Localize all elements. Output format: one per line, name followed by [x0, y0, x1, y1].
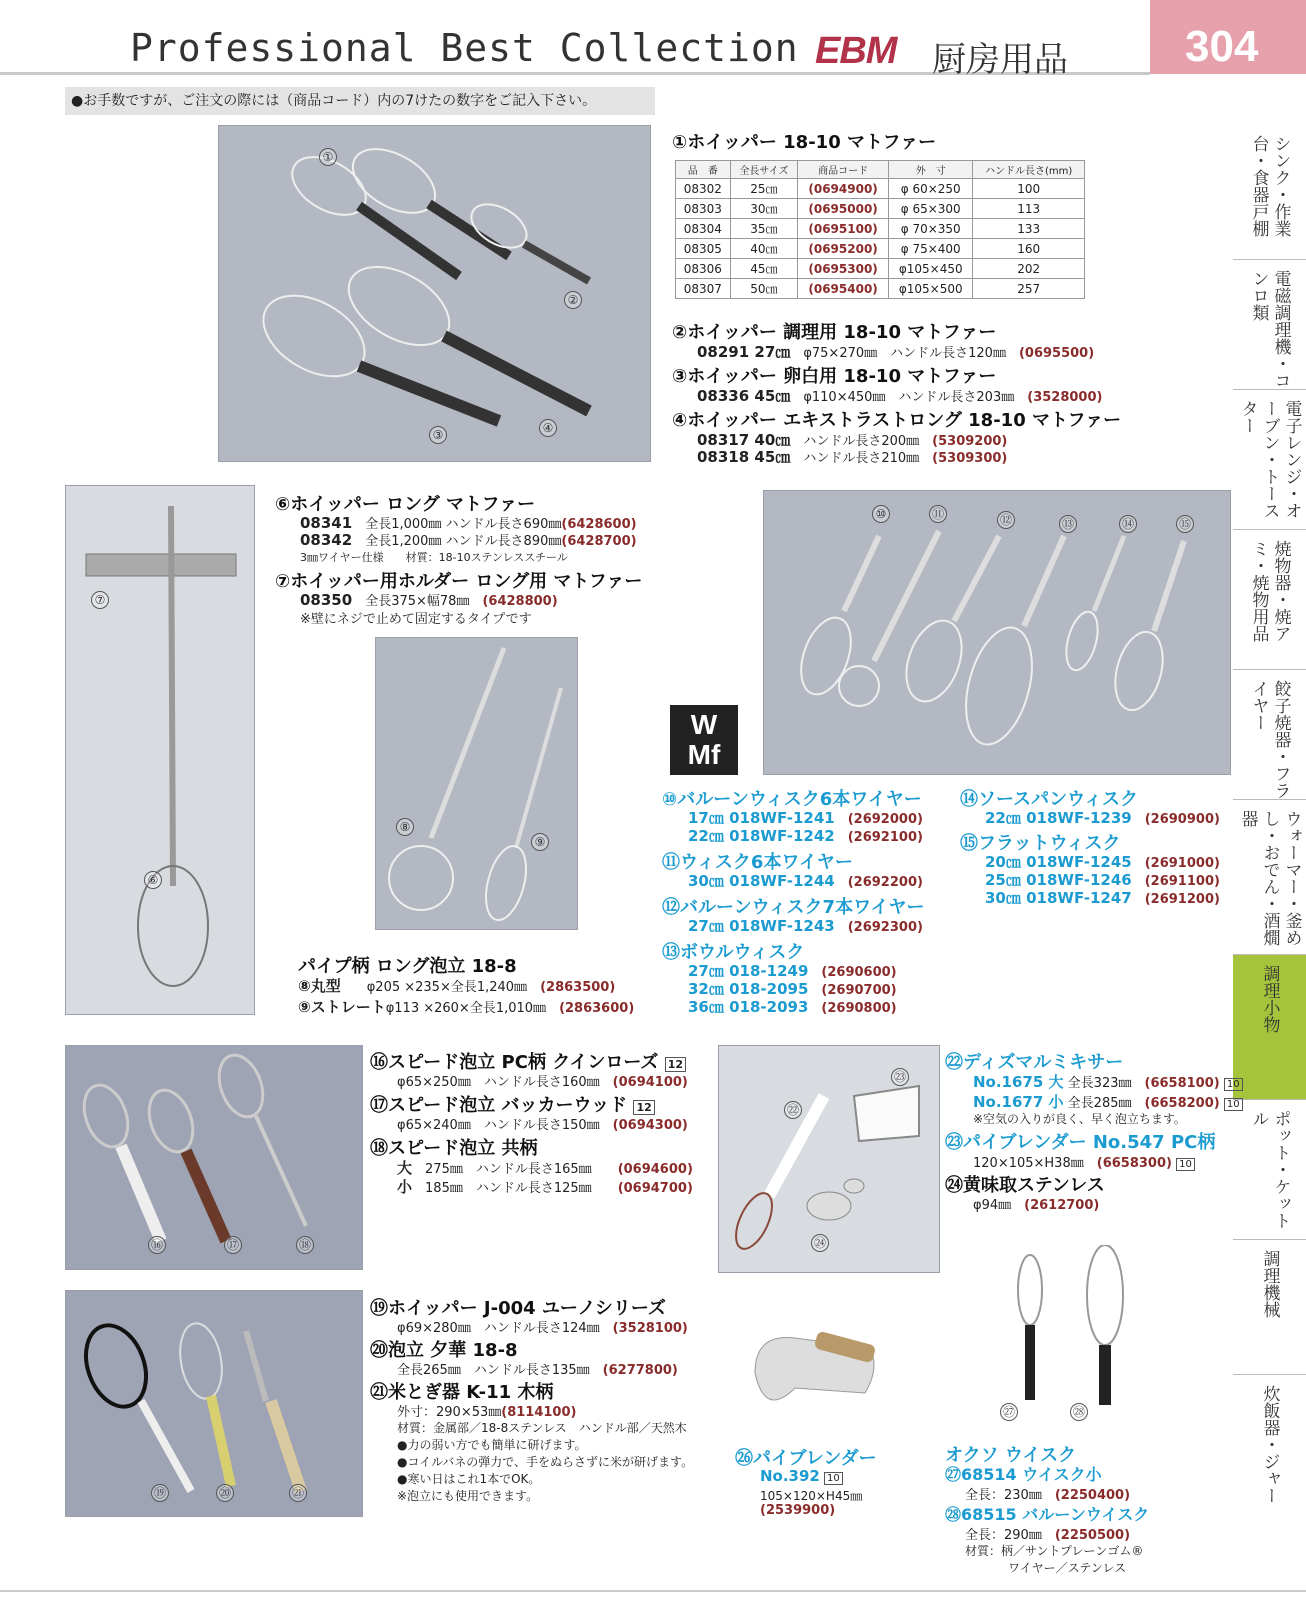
item-marker: ⑲ — [151, 1484, 169, 1502]
pack-badge: 12 — [665, 1057, 686, 1072]
cell: 35㎝ — [730, 219, 797, 239]
cell: 257 — [973, 279, 1085, 299]
item1-spec-table — [675, 160, 1085, 299]
item-number: 08291 27㎝ — [697, 343, 791, 361]
item-marker: ㉘ — [1070, 1403, 1088, 1421]
cell: 30㎝ — [730, 199, 797, 219]
item-marker: ⑰ — [224, 1236, 242, 1254]
sidebar-item-label: 電子レンジ・オーブン・トースター — [1237, 400, 1302, 519]
item14-line1 — [985, 807, 1220, 828]
item18-title: ⑱スピード泡立 共柄 — [370, 1138, 538, 1159]
item-variant: ⑨ストレート — [298, 998, 386, 1016]
item-code: (2691100) — [1144, 874, 1220, 889]
item6-title: ⑥ホイッパー ロング マトファー — [275, 494, 536, 515]
category-sidebar — [1233, 125, 1306, 1525]
item-code: (6658300) — [1096, 1156, 1172, 1171]
item-marker: ⑪ — [929, 505, 947, 523]
item-code: (6277800) — [602, 1363, 678, 1378]
item-code: (2692000) — [847, 812, 923, 827]
item13-line3 — [688, 996, 897, 1017]
item27-line — [965, 1484, 1130, 1503]
sidebar-item-oven[interactable] — [1233, 390, 1306, 530]
item-marker: ㉑ — [289, 1484, 307, 1502]
item-spec: φ65×250㎜ ハンドル長さ160㎜ — [397, 1075, 600, 1090]
item18-line1 — [397, 1157, 693, 1178]
sidebar-item-label: ウォーマー・釜めし・おでん・酒燗器 — [1237, 810, 1302, 946]
page-number: 304 — [1185, 22, 1259, 71]
whisk-rice-illustration — [66, 1291, 364, 1518]
item-marker: ⑯ — [148, 1236, 166, 1254]
cell: φ105×500 — [889, 279, 973, 299]
cell: φ105×450 — [889, 259, 973, 279]
item6-line2 — [300, 530, 637, 549]
item21-feature3: ●寒い日はこれ1本でOK。 — [397, 1472, 541, 1486]
item-number: 17㎝ 018WF-1241 — [688, 809, 835, 827]
item-number: 27㎝ 018WF-1243 — [688, 917, 835, 935]
item20-line — [397, 1359, 678, 1378]
item-spec: 全長285㎜ — [1067, 1096, 1132, 1111]
item19-title: ⑲ホイッパー J-004 ユーノシリーズ — [370, 1298, 666, 1319]
column-header: 商品コード — [798, 161, 889, 179]
item26-title: ㉖パイブレンダー — [735, 1448, 877, 1469]
sidebar-item-warmer[interactable] — [1233, 800, 1306, 955]
item21-material: 材質：金属部／18-8ステンレス ハンドル部／天然木 — [397, 1421, 687, 1435]
item26-spec: 105×120×H45㎜ — [760, 1489, 863, 1503]
item-spec: 外寸：290×53㎜ — [397, 1405, 502, 1420]
item-spec: ハンドル長さ200㎜ — [803, 434, 920, 449]
item14-title: ⑭ソースパンウィスク — [960, 789, 1139, 810]
item-marker: ⑳ — [216, 1484, 234, 1502]
item-code: (2863500) — [540, 980, 616, 995]
item89-title: パイプ柄 ロング泡立 18-8 — [298, 956, 517, 977]
item21-line — [397, 1401, 576, 1420]
item-marker: ⑨ — [531, 833, 549, 851]
item24-title: ㉔黄味取ステンレス — [945, 1175, 1105, 1196]
photo-whisk-rice — [65, 1290, 363, 1517]
item21-feature1: ●力の弱い方でも簡単に研げます。 — [397, 1438, 587, 1452]
table-row — [676, 239, 1085, 259]
cell: 40㎝ — [730, 239, 797, 259]
item-code: (2250500) — [1054, 1528, 1131, 1543]
pack-badge: 10 — [1176, 1158, 1195, 1171]
item3-title: ③ホイッパー 卵白用 18-10 マトファー — [672, 366, 997, 387]
item3-line — [697, 385, 1102, 406]
item-number: No.392 — [760, 1467, 820, 1485]
sidebar-item-utensils[interactable] — [1233, 955, 1306, 1100]
item-number: 08317 40㎝ — [697, 431, 791, 449]
item20-title: ⑳泡立 夕華 18-8 — [370, 1340, 518, 1361]
cell: 25㎝ — [730, 179, 797, 199]
sidebar-item-label: 餃子焼器・フライヤー — [1248, 680, 1291, 799]
item17-title-text: ⑰スピード泡立 バッカーウッド — [370, 1095, 628, 1116]
item-spec: φ94㎜ — [973, 1198, 1012, 1213]
oxo-material1: 材質：柄／サントプレーンゴム® — [965, 1544, 1144, 1558]
item26-code — [760, 1503, 835, 1518]
item-spec: φ75×270㎜ ハンドル長さ120㎜ — [803, 346, 1006, 361]
sidebar-item-sink[interactable] — [1233, 125, 1306, 260]
item11-title: ⑪ウィスク6本ワイヤー — [662, 852, 853, 873]
cell: 100 — [973, 179, 1085, 199]
item-marker: ⑫ — [997, 511, 1015, 529]
item28-title: ㉘68515 バルーンウイスク — [945, 1505, 1150, 1524]
cell: φ 65×300 — [889, 199, 973, 219]
item-code: (2690600) — [821, 965, 897, 980]
pack-badge: 10 — [1224, 1098, 1243, 1111]
sidebar-item-rice-cooker[interactable] — [1233, 1375, 1306, 1525]
pipe-whisk-illustration — [376, 638, 579, 931]
sidebar-item-pot[interactable] — [1233, 1100, 1306, 1240]
cell: (0695100) — [798, 219, 889, 239]
item-variant: ⑧丸型 — [298, 977, 341, 995]
item-number: 32㎝ 018-2095 — [688, 980, 809, 998]
cell: (0694900) — [798, 179, 889, 199]
item-code: (3528100) — [612, 1321, 688, 1336]
item-code: (0694600) — [617, 1162, 693, 1177]
wmf-logo — [670, 705, 738, 775]
sidebar-item-label: 焼物器・焼アミ・焼物用品 — [1248, 540, 1291, 642]
item-spec: φ113 ×260×全長1,010㎜ — [385, 1001, 547, 1016]
item-number: 27㎝ 018-1249 — [688, 962, 809, 980]
sidebar-item-label: 電磁調理機・コンロ類 — [1248, 270, 1291, 389]
item-number: 22㎝ 018WF-1239 — [985, 809, 1132, 827]
speed-whisk-illustration — [66, 1046, 364, 1271]
cell: 50㎝ — [730, 279, 797, 299]
table-row — [676, 259, 1085, 279]
item-code: (0695500) — [1018, 346, 1095, 361]
item21-title: ㉑米とぎ器 K-11 木柄 — [370, 1382, 554, 1403]
photo-long-whisk — [65, 485, 255, 1015]
cell: φ 75×400 — [889, 239, 973, 259]
item-code: (6428700) — [561, 534, 637, 549]
item-spec: 全長323㎜ — [1067, 1076, 1132, 1091]
footer-divider — [0, 1590, 1306, 1592]
table-header-row — [676, 161, 1085, 179]
item15-line3 — [985, 887, 1220, 908]
item-marker: ④ — [539, 419, 557, 437]
oxo-title: オクソ ウイスク — [945, 1445, 1077, 1466]
cell: 08303 — [676, 199, 731, 219]
item1-title: ①ホイッパー 18-10 マトファー — [672, 132, 937, 153]
item-code: (3528000) — [1027, 390, 1103, 405]
item-number: 25㎝ 018WF-1246 — [985, 871, 1132, 889]
cell: (0695000) — [798, 199, 889, 219]
item-marker: ③ — [429, 426, 447, 444]
sidebar-item-label: ポット・ケットル — [1248, 1110, 1291, 1229]
item-spec: φ205 ×235×全長1,240㎜ — [366, 980, 528, 995]
sidebar-item-fryer[interactable] — [1233, 670, 1306, 800]
sidebar-item-label: 炊飯器・ジャー — [1259, 1385, 1280, 1504]
sidebar-item-label: シンク・作業台・食器戸棚 — [1248, 135, 1291, 237]
cell: 08305 — [676, 239, 731, 259]
item-spec: 185㎜ ハンドル長さ125㎜ — [425, 1181, 592, 1196]
item-marker: ⑬ — [1059, 515, 1077, 533]
page-title: Professional Best Collection — [130, 26, 799, 70]
item-number: 08342 — [300, 531, 353, 549]
item22-line1 — [973, 1071, 1243, 1092]
item2-line — [697, 341, 1094, 362]
item4-line2 — [697, 446, 1007, 467]
pack-badge: 10 — [1224, 1078, 1243, 1091]
cell: φ 60×250 — [889, 179, 973, 199]
item-code: (0694300) — [612, 1118, 688, 1133]
item-marker: ⑮ — [1176, 515, 1194, 533]
cell: 160 — [973, 239, 1085, 259]
item-marker: ① — [319, 148, 337, 166]
item-code: (0694100) — [612, 1075, 688, 1090]
item12-line1 — [688, 915, 923, 936]
cell: φ 70×350 — [889, 219, 973, 239]
item-number: 36㎝ 018-2093 — [688, 998, 809, 1016]
item-spec: ハンドル長さ210㎜ — [803, 451, 920, 466]
item-spec: 全長1,000㎜ ハンドル長さ690㎜ — [365, 517, 562, 532]
item-code: (6428600) — [561, 517, 637, 532]
item-spec: φ69×280㎜ ハンドル長さ124㎜ — [397, 1321, 600, 1336]
cell: (0695400) — [798, 279, 889, 299]
whisk-illustration — [219, 126, 652, 463]
item-code: (2690800) — [821, 1001, 897, 1016]
category-title: 厨房用品 — [932, 40, 1068, 80]
item-marker: ⑥ — [144, 871, 162, 889]
item-number: 30㎝ 018WF-1244 — [688, 872, 835, 890]
item-code: (2691200) — [1144, 892, 1220, 907]
photo-whisk-matfer — [218, 125, 651, 462]
wmf-whisks-illustration — [764, 491, 1232, 776]
column-header: ハンドル長さ(mm) — [973, 161, 1085, 179]
sidebar-item-stove[interactable] — [1233, 260, 1306, 390]
item-variant: 大 — [397, 1159, 413, 1177]
item19-line — [397, 1317, 688, 1336]
item-spec: 全長265㎜ ハンドル長さ135㎜ — [397, 1363, 590, 1378]
item-code: (2539900) — [760, 1503, 836, 1518]
item-spec: 全長：230㎜ — [965, 1488, 1042, 1503]
item-code: (5309200) — [932, 434, 1008, 449]
item-code: (6658100) — [1144, 1076, 1220, 1091]
item10-title: ⑩バルーンウィスク6本ワイヤー — [662, 789, 922, 810]
order-note: ●お手数ですが、ご注文の際には（商品コード）内の7けたの数字をご記入下さい。 — [65, 87, 655, 115]
item16-line — [397, 1071, 688, 1090]
item-code: (2691000) — [1144, 856, 1220, 871]
item-code: (6658200) — [1144, 1096, 1220, 1111]
item-code: (0694700) — [617, 1181, 693, 1196]
item13-title: ⑬ボウルウィスク — [662, 942, 805, 963]
table-row — [676, 179, 1085, 199]
item8-line — [298, 975, 615, 996]
column-header: 全長サイズ — [730, 161, 797, 179]
item-spec: 全長375×幅78㎜ — [365, 594, 470, 609]
item28-line — [965, 1524, 1130, 1543]
item21-feature4: ※泡立にも使用できます。 — [397, 1489, 539, 1503]
cell: 45㎝ — [730, 259, 797, 279]
oxo-whisk-illustration — [1000, 1245, 1140, 1415]
table-row — [676, 279, 1085, 299]
item24-line — [973, 1194, 1099, 1213]
item-spec: 全長：290㎜ — [965, 1528, 1042, 1543]
item7-note: ※壁にネジで止めて固定するタイプです — [300, 612, 532, 627]
item2-title: ②ホイッパー 調理用 18-10 マトファー — [672, 322, 997, 343]
cell: 113 — [973, 199, 1085, 219]
column-header: 外 寸 — [889, 161, 973, 179]
item-number: 22㎝ 018WF-1242 — [688, 827, 835, 845]
brand-logo: EBM — [815, 30, 897, 72]
item-marker: ㉗ — [1000, 1403, 1018, 1421]
item-marker: ㉔ — [811, 1234, 829, 1252]
item6-note: 3㎜ワイヤー仕様 材質：18-10ステンレススチール — [300, 551, 568, 564]
oxo-material2: ワイヤー／ステンレス — [1008, 1561, 1127, 1575]
item-number: 08341 — [300, 514, 353, 532]
item-number: 20㎝ 018WF-1245 — [985, 853, 1132, 871]
item27-title: ㉗68514 ウイスク小 — [945, 1465, 1102, 1484]
item-spec: φ110×450㎜ ハンドル長さ203㎜ — [803, 390, 1015, 405]
item-number: No.1675 大 — [973, 1073, 1064, 1091]
item-code: (2692300) — [847, 920, 923, 935]
item22-title: ㉒ディズマルミキサー — [945, 1052, 1124, 1073]
item17-line — [397, 1114, 688, 1133]
item10-line2 — [688, 825, 923, 846]
item-code: (8114100) — [501, 1405, 577, 1420]
item-spec: φ65×240㎜ ハンドル長さ150㎜ — [397, 1118, 600, 1133]
item-marker: ㉒ — [784, 1101, 802, 1119]
item7-line — [300, 590, 558, 609]
item-number: 08336 45㎝ — [697, 387, 791, 405]
item-marker: ⑱ — [296, 1236, 314, 1254]
cell: 133 — [973, 219, 1085, 239]
item9-line — [298, 996, 634, 1017]
item21-feature2: ●コイルバネの弾力で、手をぬらさずに米が研げます。 — [397, 1455, 694, 1469]
item-variant: 小 — [397, 1178, 413, 1196]
item16-title-text: ⑯スピード泡立 PC柄 クインローズ — [370, 1052, 659, 1073]
item26-line1 — [760, 1467, 843, 1485]
cell: 08307 — [676, 279, 731, 299]
item18-line2 — [397, 1176, 693, 1197]
cell: 08306 — [676, 259, 731, 279]
item-spec: 275㎜ ハンドル長さ165㎜ — [425, 1162, 592, 1177]
item-number: 30㎝ 018WF-1247 — [985, 889, 1132, 907]
item12-title: ⑫バルーンウィスク7本ワイヤー — [662, 897, 925, 918]
sidebar-item-grill[interactable] — [1233, 530, 1306, 670]
sidebar-item-machine[interactable] — [1233, 1240, 1306, 1375]
wmf-logo-bottom: Mf — [687, 739, 721, 770]
photo-wmf-whisks — [763, 490, 1231, 775]
cell: 08304 — [676, 219, 731, 239]
cell: (0695200) — [798, 239, 889, 259]
item15-title: ⑮フラットウィスク — [960, 833, 1121, 854]
item4-title: ④ホイッパー エキストラストロング 18-10 マトファー — [672, 410, 1122, 431]
pack-badge: 10 — [824, 1472, 843, 1485]
item-marker: ㉓ — [891, 1068, 909, 1086]
cell: 08302 — [676, 179, 731, 199]
cell: 202 — [973, 259, 1085, 279]
item-code: (5309300) — [932, 451, 1008, 466]
item22-line2 — [973, 1091, 1243, 1112]
item-number: 08318 45㎝ — [697, 448, 791, 466]
item-code: (2690700) — [821, 983, 897, 998]
pack-badge: 12 — [633, 1100, 654, 1115]
table-row — [676, 219, 1085, 239]
item11-line1 — [688, 870, 923, 891]
item23-title: ㉓パイブレンダー No.547 PC柄 — [945, 1132, 1216, 1153]
item-spec: 120×105×H38㎜ — [973, 1156, 1084, 1171]
item-marker: ⑦ — [91, 591, 109, 609]
item23-line — [973, 1152, 1195, 1171]
cell: (0695300) — [798, 259, 889, 279]
photo-speed-whisk — [65, 1045, 363, 1270]
item22-note: ※空気の入りが良く、早く泡立ちます。 — [973, 1112, 1186, 1126]
pastry-blender-illustration — [735, 1318, 885, 1438]
item-number: 08350 — [300, 591, 353, 609]
item-code: (2863600) — [559, 1001, 635, 1016]
item-code: (2612700) — [1024, 1198, 1100, 1213]
column-header: 品 番 — [676, 161, 731, 179]
wmf-logo-top: W — [690, 709, 718, 740]
photo-pipe-whisk — [375, 637, 578, 930]
item-code: (2690900) — [1144, 812, 1220, 827]
sidebar-item-label: 調理小物 — [1259, 965, 1280, 1033]
item-code: (6428800) — [482, 594, 558, 609]
item7-title: ⑦ホイッパー用ホルダー ロング用 マトファー — [275, 571, 643, 592]
item-code: (2692100) — [847, 830, 923, 845]
table-row — [676, 199, 1085, 219]
item-marker: ⑩ — [872, 505, 890, 523]
item-spec: 全長1,200㎜ ハンドル長さ890㎜ — [365, 534, 562, 549]
sidebar-item-label: 調理機械 — [1259, 1250, 1280, 1318]
item-marker: ② — [564, 291, 582, 309]
item-marker: ⑧ — [396, 818, 414, 836]
long-whisk-illustration — [66, 486, 256, 1016]
photo-mixer-blender — [718, 1045, 940, 1273]
item-code: (2692200) — [847, 875, 923, 890]
item-marker: ⑭ — [1119, 515, 1137, 533]
item-number: No.1677 小 — [973, 1093, 1064, 1111]
item-code: (2250400) — [1054, 1488, 1131, 1503]
